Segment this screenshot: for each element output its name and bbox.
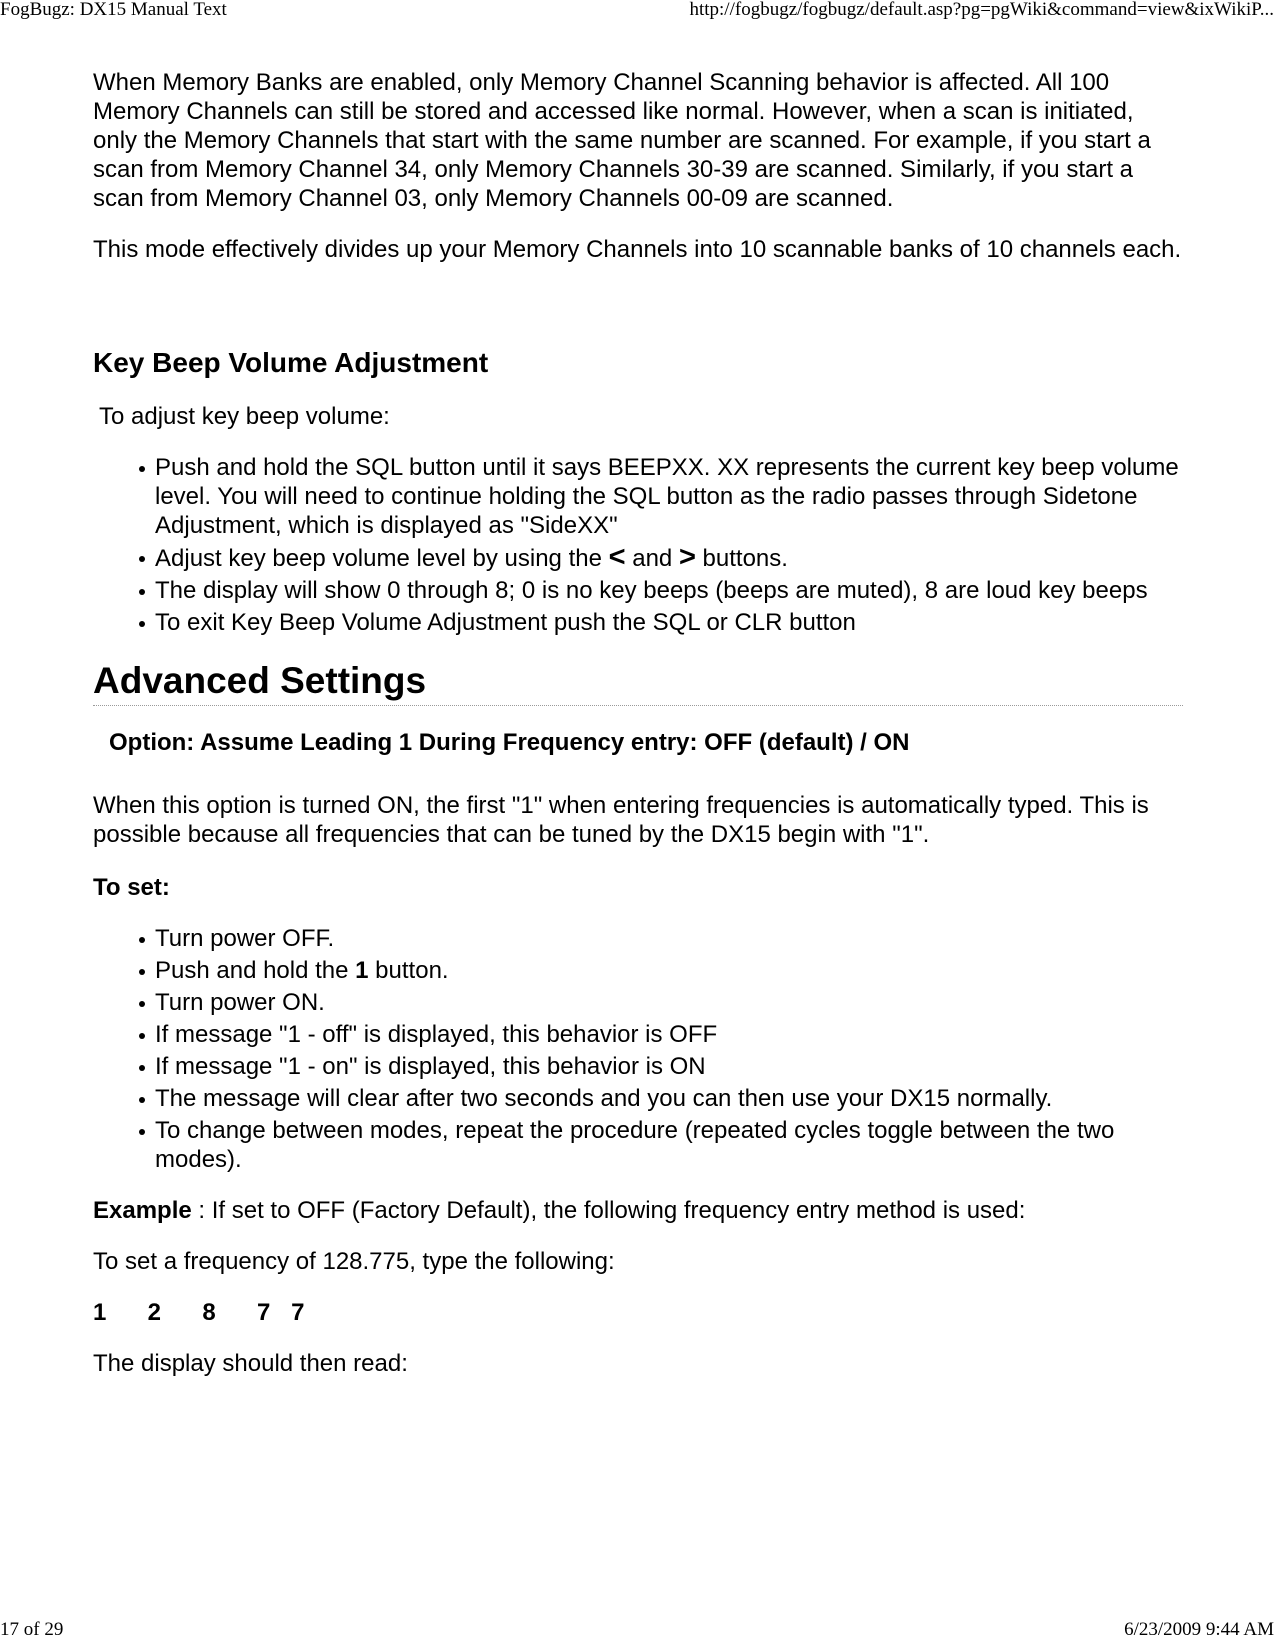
key-beep-lead bbox=[93, 402, 1183, 431]
option-heading: Option: Assume Leading 1 During Frequency entry: OFF (default) / ON bbox=[109, 729, 910, 756]
bullet-icon bbox=[139, 969, 145, 975]
list-item bbox=[155, 453, 1183, 540]
browser-print-title: FogBugz: DX15 Manual Text bbox=[0, 0, 227, 20]
key-beep-step-1: Push and hold the SQL button until it says BEEPXX. XX represents the current key beep volume level. You will need to continue holding the SQL button as the radio passes through Sidetone Adjustment, which is displayed as "SideXX" bbox=[155, 454, 1179, 539]
key-sequence: 1 2 8 7 7 bbox=[93, 1299, 305, 1326]
step-message-clear: The message will clear after two seconds and you can then use your DX15 normally. bbox=[155, 1085, 1053, 1112]
list-item bbox=[155, 988, 1183, 1017]
option-description: When this option is turned ON, the first "1" when entering frequencies is automatically typed. This is possible because all frequencies that can be tuned by the DX15 begin with "1". bbox=[93, 792, 1149, 848]
step-hold-pre: Push and hold the bbox=[155, 957, 356, 984]
step-hold-key: 1 bbox=[355, 957, 369, 984]
bullet-icon bbox=[139, 589, 145, 595]
bullet-icon bbox=[139, 937, 145, 943]
browser-print-url: http://fogbugz/fogbugz/default.asp?pg=pgWiki&command=view&ixWikiP... bbox=[689, 0, 1274, 20]
key-beep-step-3: The display will show 0 through 8; 0 is no key beeps (beeps are muted), 8 are loud key beeps bbox=[155, 577, 1148, 604]
frequency-instruction: To set a frequency of 128.775, type the following: bbox=[93, 1248, 615, 1275]
example-text: : If set to OFF (Factory Default), the following frequency entry method is used: bbox=[191, 1197, 1026, 1224]
to-set-steps-list bbox=[93, 924, 1183, 1174]
page-number: 17 of 29 bbox=[0, 1619, 64, 1640]
memory-banks-paragraph: When Memory Banks are enabled, only Memory Channel Scanning behavior is affected. All 100 Memory Channels can still be stored and accessed like normal. However, when a scan is initiated, only the Memory Channels that start with the same number are scanned. For example, if you start a scan from Memory Channel 34, only Memory Channels 30-39 are scanned. Similarly, if you start a scan from Memory Channel 03, only Memory Channels 00-09 are scanned. bbox=[93, 69, 1151, 212]
step-message-off: If message "1 - off" is displayed, this behavior is OFF bbox=[155, 1021, 718, 1048]
list-item bbox=[155, 1020, 1183, 1049]
list-item bbox=[155, 576, 1183, 605]
bullet-icon bbox=[139, 1033, 145, 1039]
list-item bbox=[155, 1052, 1183, 1081]
bullet-icon bbox=[139, 1129, 145, 1135]
example-label: Example bbox=[93, 1197, 192, 1224]
key-beep-step-2-post: buttons. bbox=[695, 545, 788, 572]
greater-than-symbol: > bbox=[678, 541, 696, 573]
list-item bbox=[155, 924, 1183, 953]
advanced-settings-heading: Advanced Settings bbox=[93, 659, 1183, 706]
to-set-label: To set: bbox=[93, 874, 170, 901]
bullet-icon bbox=[139, 1001, 145, 1007]
bullet-icon bbox=[139, 466, 145, 472]
document-body bbox=[93, 68, 1183, 1400]
key-beep-step-2-and: and bbox=[625, 545, 679, 572]
key-beep-step-4: To exit Key Beep Volume Adjustment push the SQL or CLR button bbox=[155, 609, 856, 636]
step-toggle-modes: To change between modes, repeat the procedure (repeated cycles toggle between the two modes). bbox=[155, 1117, 1115, 1173]
step-message-on: If message "1 - on" is displayed, this behavior is ON bbox=[155, 1053, 706, 1080]
list-item bbox=[155, 1116, 1183, 1174]
step-power-on: Turn power ON. bbox=[155, 989, 325, 1016]
key-beep-list bbox=[93, 453, 1183, 637]
bullet-icon bbox=[139, 1097, 145, 1103]
key-beep-step-2-pre: Adjust key beep volume level by using the bbox=[155, 545, 609, 572]
example-paragraph bbox=[93, 1196, 1183, 1225]
key-beep-lead-text: To adjust key beep volume: bbox=[99, 403, 390, 430]
list-item bbox=[155, 1084, 1183, 1113]
less-than-symbol: < bbox=[608, 541, 626, 573]
list-item bbox=[155, 956, 1183, 985]
key-beep-heading: Key Beep Volume Adjustment bbox=[93, 347, 489, 378]
list-item bbox=[155, 543, 1183, 573]
step-hold-post: button. bbox=[368, 957, 449, 984]
display-read-line: The display should then read: bbox=[93, 1350, 408, 1377]
list-item bbox=[155, 608, 1183, 637]
print-datetime: 6/23/2009 9:44 AM bbox=[1124, 1619, 1274, 1640]
bullet-icon bbox=[139, 1065, 145, 1071]
step-power-off: Turn power OFF. bbox=[155, 925, 335, 952]
memory-banks-summary: This mode effectively divides up your Memory Channels into 10 scannable banks of 10 channels each. bbox=[93, 236, 1182, 263]
bullet-icon bbox=[139, 621, 145, 627]
bullet-icon bbox=[139, 556, 145, 562]
